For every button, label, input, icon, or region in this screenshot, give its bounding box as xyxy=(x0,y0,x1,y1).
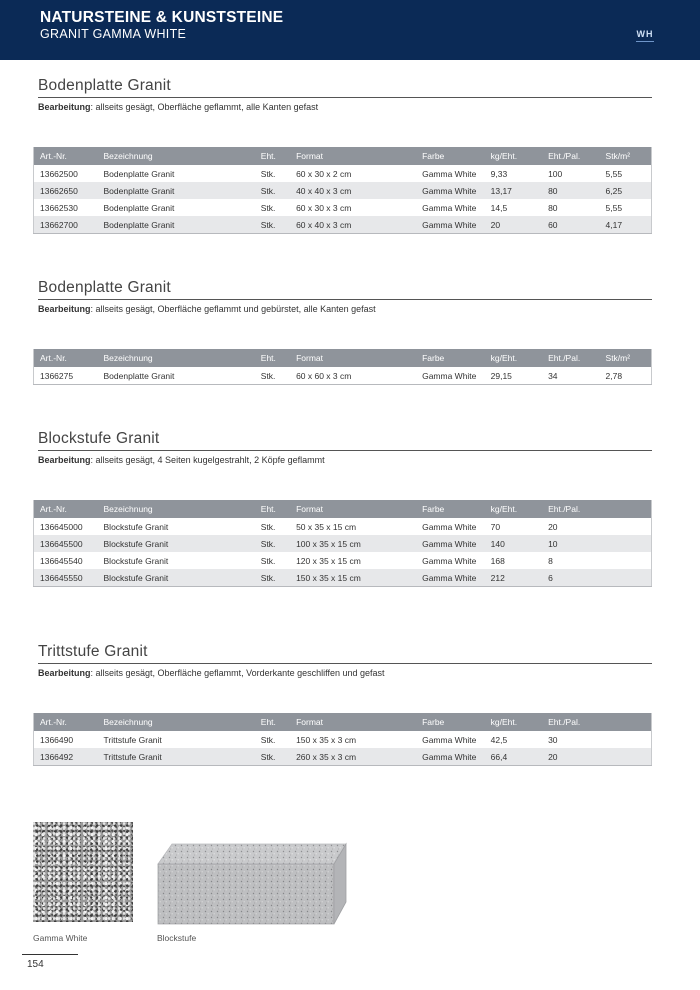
description-text: : allseits gesägt, Oberfläche geflammt und gebürstet, alle Kanten gefast xyxy=(90,304,376,314)
cell-pal: 80 xyxy=(542,182,599,199)
cell-eht: Stk. xyxy=(260,734,276,745)
section-title: Bodenplatte Granit xyxy=(38,77,652,98)
cell-stk-m2: 6,25 xyxy=(600,182,652,199)
section-title: Blockstufe Granit xyxy=(38,430,652,451)
col-header: Format xyxy=(290,147,416,165)
cell-farbe: Gamma White xyxy=(422,521,477,532)
col-header: Stk/m² xyxy=(600,349,652,367)
cell-format: 40 x 40 x 3 cm xyxy=(290,182,416,199)
col-header: Eht./Pal. xyxy=(542,713,599,731)
cell-art-nr: 13662700 xyxy=(34,216,98,234)
cell-eht: Stk. xyxy=(260,168,276,179)
cell-format: 60 x 40 x 3 cm xyxy=(290,216,416,234)
cell-bezeichnung: Bodenplatte Granit xyxy=(98,367,255,385)
cell-kg: 212 xyxy=(485,569,542,587)
cell-eht: Stk. xyxy=(260,555,276,566)
cell-art-nr: 13662530 xyxy=(40,202,78,213)
cell-kg: 13,17 xyxy=(485,182,542,199)
granite-texture-image xyxy=(33,822,133,922)
table-row xyxy=(34,535,652,552)
cell-format: 150 x 35 x 3 cm xyxy=(296,734,357,745)
table-row xyxy=(34,518,652,535)
cell-stk-m2: 4,17 xyxy=(600,216,652,234)
cell-eht: Stk. xyxy=(255,182,290,199)
section-description xyxy=(38,668,652,678)
col-header: Art.-Nr. xyxy=(34,349,98,367)
cell-bezeichnung: Bodenplatte Granit xyxy=(103,202,175,213)
cell-eht: Stk. xyxy=(255,535,290,552)
cell-kg: 29,15 xyxy=(485,367,542,385)
cell-bezeichnung: Bodenplatte Granit xyxy=(98,182,255,199)
cell-farbe: Gamma White xyxy=(416,367,485,385)
col-header: Eht. xyxy=(255,349,290,367)
cell-kg: 14,5 xyxy=(490,202,508,213)
cell-pal: 20 xyxy=(548,521,558,532)
bearbeitung-label: Bearbeitung xyxy=(38,668,91,678)
cell-stk-m2: 5,55 xyxy=(605,202,623,213)
bearbeitung-label: Bearbeitung xyxy=(38,304,91,314)
cell-format: 60 x 60 x 3 cm xyxy=(290,367,416,385)
col-header: Farbe xyxy=(416,713,485,731)
cell-bezeichnung: Trittstufe Granit xyxy=(103,734,162,745)
product-table-2 xyxy=(33,349,652,385)
cell-farbe: Gamma White xyxy=(416,535,485,552)
cell-kg: 140 xyxy=(485,535,542,552)
cell-bezeichnung: Blockstufe Granit xyxy=(98,569,255,587)
bearbeitung-label: Bearbeitung xyxy=(38,102,91,112)
cell-kg: 66,4 xyxy=(485,748,542,766)
table-row xyxy=(34,367,652,385)
bearbeitung-label: Bearbeitung xyxy=(38,455,91,465)
table-row xyxy=(34,731,652,748)
cell-farbe: Gamma White xyxy=(422,202,477,213)
cell-farbe: Gamma White xyxy=(416,182,485,199)
cell-pal: 60 xyxy=(542,216,599,234)
cell-art-nr: 136645540 xyxy=(40,555,83,566)
col-header: Stk/m² xyxy=(600,147,652,165)
cell-pal: 10 xyxy=(542,535,599,552)
col-header: Eht. xyxy=(255,147,290,165)
cell-format: 50 x 35 x 15 cm xyxy=(296,521,357,532)
cell-farbe: Gamma White xyxy=(416,216,485,234)
cell-bezeichnung: Blockstufe Granit xyxy=(103,555,169,566)
cell-pal: 6 xyxy=(542,569,599,587)
cell-art-nr: 1366492 xyxy=(34,748,98,766)
header-title: NATURSTEINE & KUNSTSTEINE xyxy=(40,9,284,26)
cell-farbe: Gamma White xyxy=(422,168,477,179)
cell-bezeichnung: Bodenplatte Granit xyxy=(98,216,255,234)
cell-format: 260 x 35 x 3 cm xyxy=(290,748,416,766)
cell-farbe: Gamma White xyxy=(422,555,477,566)
cell-pal: 30 xyxy=(548,734,558,745)
cell-art-nr: 13662500 xyxy=(40,168,78,179)
col-header: Art.-Nr. xyxy=(34,500,98,518)
cell-pal: 80 xyxy=(548,202,558,213)
col-header: Art.-Nr. xyxy=(34,713,98,731)
cell-pal: 100 xyxy=(548,168,563,179)
cell-eht: Stk. xyxy=(255,569,290,587)
col-header-empty xyxy=(600,500,652,518)
table-row xyxy=(34,199,652,216)
cell-farbe: Gamma White xyxy=(422,734,477,745)
blockstufe-caption: Blockstufe xyxy=(157,933,197,943)
col-header: Format xyxy=(290,713,416,731)
col-header-empty xyxy=(600,713,652,731)
cell-eht: Stk. xyxy=(255,367,290,385)
section-title: Bodenplatte Granit xyxy=(38,279,652,300)
blockstufe-image xyxy=(150,832,360,932)
section-bodenplatte-1 xyxy=(38,77,652,112)
col-header: Bezeichnung xyxy=(98,147,255,165)
cell-pal: 20 xyxy=(542,748,599,766)
footer-divider xyxy=(22,954,78,955)
col-header: kg/Eht. xyxy=(485,500,542,518)
table-row xyxy=(34,165,652,182)
section-trittstufe xyxy=(38,643,652,678)
cell-bezeichnung: Bodenplatte Granit xyxy=(103,168,175,179)
cell-empty xyxy=(600,518,652,535)
product-table-3 xyxy=(33,500,652,587)
cell-format: 100 x 35 x 15 cm xyxy=(290,535,416,552)
col-header: Format xyxy=(290,500,416,518)
cell-bezeichnung: Trittstufe Granit xyxy=(98,748,255,766)
granite-caption: Gamma White xyxy=(33,933,88,943)
col-header: Eht. xyxy=(255,500,290,518)
description-text: : allseits gesägt, Oberfläche geflammt, Vorderkante geschliffen und gefast xyxy=(90,668,385,678)
cell-kg: 70 xyxy=(490,521,501,532)
header-subtitle: GRANIT GAMMA WHITE xyxy=(40,27,187,41)
product-table-4 xyxy=(33,713,652,766)
section-title: Trittstufe Granit xyxy=(38,643,652,664)
col-header: Bezeichnung xyxy=(98,349,255,367)
col-header: Eht./Pal. xyxy=(542,349,599,367)
cell-farbe: Gamma White xyxy=(416,569,485,587)
cell-eht: Stk. xyxy=(260,202,276,213)
cell-empty xyxy=(600,569,652,587)
cell-format: 120 x 35 x 15 cm xyxy=(296,555,361,566)
cell-stk-m2: 5,55 xyxy=(605,168,623,179)
col-header: Format xyxy=(290,349,416,367)
col-header: Farbe xyxy=(416,500,485,518)
page-number: 154 xyxy=(27,959,44,970)
cell-eht: Stk. xyxy=(260,521,276,532)
section-bodenplatte-2 xyxy=(38,279,652,314)
cell-art-nr: 13662650 xyxy=(34,182,98,199)
cell-empty xyxy=(600,552,652,569)
cell-empty xyxy=(600,535,652,552)
cell-bezeichnung: Blockstufe Granit xyxy=(98,535,255,552)
col-header: Art.-Nr. xyxy=(34,147,98,165)
col-header: Eht. xyxy=(255,713,290,731)
section-blockstufe xyxy=(38,430,652,465)
cell-format: 60 x 30 x 2 cm xyxy=(296,168,352,179)
page-header xyxy=(0,0,700,60)
description-text: : allseits gesägt, 4 Seiten kugelgestrahlt, 2 Köpfe geflammt xyxy=(90,455,325,465)
table-row xyxy=(34,552,652,569)
col-header: Eht./Pal. xyxy=(542,147,599,165)
cell-art-nr: 1366490 xyxy=(40,734,74,745)
col-header: Bezeichnung xyxy=(98,500,255,518)
cell-art-nr: 136645000 xyxy=(40,521,83,532)
cell-kg: 42,5 xyxy=(490,734,508,745)
cell-format: 60 x 30 x 3 cm xyxy=(296,202,352,213)
cell-farbe: Gamma White xyxy=(416,748,485,766)
product-table-1 xyxy=(33,147,652,234)
section-description xyxy=(38,102,652,112)
table-row xyxy=(34,748,652,766)
cell-empty xyxy=(600,731,652,748)
cell-art-nr: 136645550 xyxy=(34,569,98,587)
cell-stk-m2: 2,78 xyxy=(600,367,652,385)
table-row xyxy=(34,216,652,234)
cell-art-nr: 1366275 xyxy=(34,367,98,385)
table-row xyxy=(34,182,652,199)
section-description xyxy=(38,455,652,465)
col-header: kg/Eht. xyxy=(485,349,542,367)
col-header: Eht./Pal. xyxy=(542,500,599,518)
col-header: Bezeichnung xyxy=(98,713,255,731)
cell-kg: 9,33 xyxy=(490,168,508,179)
description-text: : allseits gesägt, Oberfläche geflammt, alle Kanten gefast xyxy=(90,102,319,112)
cell-kg: 168 xyxy=(490,555,505,566)
cell-eht: Stk. xyxy=(255,216,290,234)
section-description xyxy=(38,304,652,314)
col-header: Farbe xyxy=(416,349,485,367)
cell-pal: 34 xyxy=(542,367,599,385)
cell-art-nr: 136645500 xyxy=(34,535,98,552)
cell-eht: Stk. xyxy=(255,748,290,766)
brand-logo: WH xyxy=(630,27,660,41)
col-header: Farbe xyxy=(416,147,485,165)
table-row xyxy=(34,569,652,587)
cell-kg: 20 xyxy=(485,216,542,234)
cell-format: 150 x 35 x 15 cm xyxy=(290,569,416,587)
col-header: kg/Eht. xyxy=(485,147,542,165)
col-header: kg/Eht. xyxy=(485,713,542,731)
cell-empty xyxy=(600,748,652,766)
cell-bezeichnung: Blockstufe Granit xyxy=(103,521,169,532)
cell-pal: 8 xyxy=(548,555,553,566)
